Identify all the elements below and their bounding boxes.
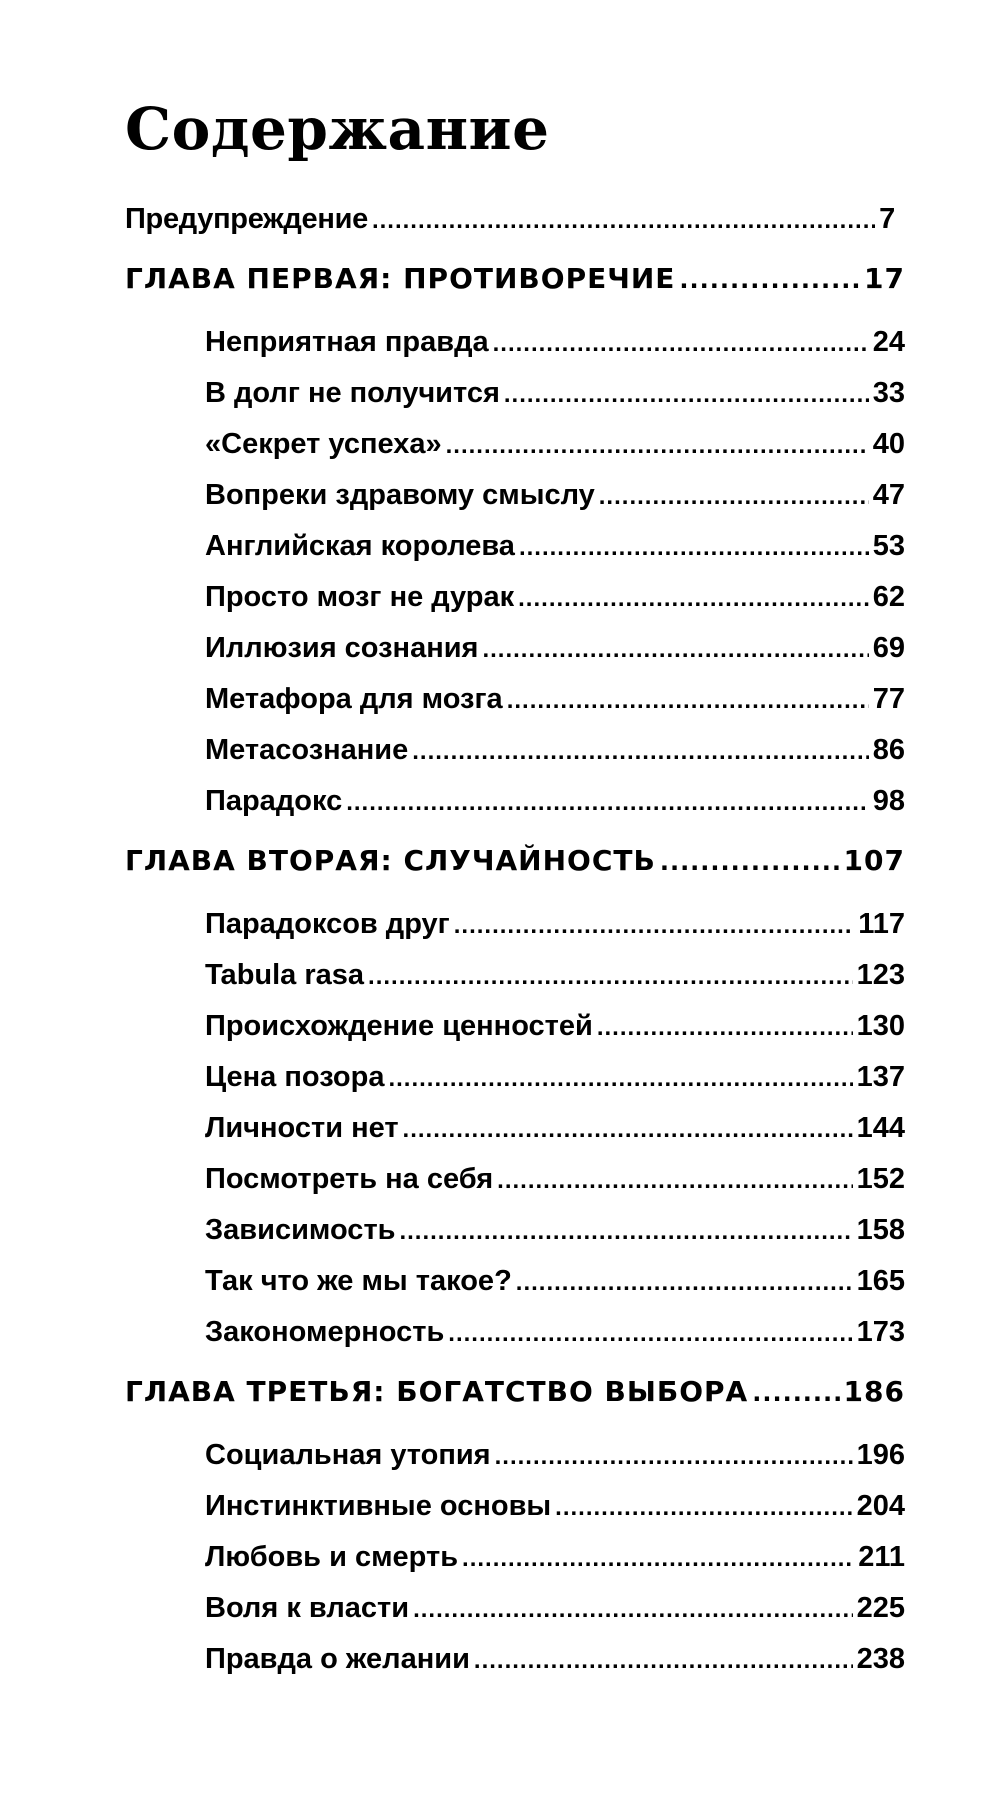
toc-entry-page: 47 <box>872 479 905 511</box>
toc-entry[interactable] <box>205 379 905 408</box>
leader-dots <box>599 485 869 509</box>
toc-entry[interactable] <box>205 961 905 990</box>
toc-entry[interactable] <box>205 1645 905 1674</box>
toc-entry-label: Закономерность <box>205 1316 445 1348</box>
leader-dots <box>372 209 875 233</box>
toc-entry-label: Метасознание <box>205 734 409 766</box>
toc-entry-label: В долг не получится <box>205 377 500 409</box>
toc-entry-page: 211 <box>858 1541 905 1573</box>
toc-entry-label: Посмотреть на себя <box>205 1163 494 1195</box>
toc-entry-page: 137 <box>856 1061 905 1093</box>
toc-entry-page: 98 <box>872 785 905 817</box>
toc-entry[interactable] <box>205 1216 905 1245</box>
toc-entry[interactable] <box>205 634 905 663</box>
leader-dots <box>388 1067 852 1091</box>
toc-entry-label: Любовь и смерть <box>205 1541 459 1573</box>
leader-dots <box>493 332 869 356</box>
toc-entry[interactable] <box>205 736 905 765</box>
toc-entry-label: Парадоксов друг <box>205 908 450 940</box>
toc-entry-label: Социальная утопия <box>205 1439 491 1471</box>
leader-dots <box>448 1322 852 1346</box>
toc-entry-label: Tabula rasa <box>205 959 365 991</box>
toc-entry-page: 123 <box>856 959 905 991</box>
toc-entry-page: 130 <box>856 1010 905 1042</box>
chapter-title: ГЛАВА ТРЕТЬЯ: БОГАТСТВО ВЫБОРА <box>125 1375 749 1408</box>
toc-entry-page: 86 <box>872 734 905 766</box>
toc-entry-page: 238 <box>856 1643 905 1675</box>
toc-entry-page: 40 <box>872 428 905 460</box>
toc-entry-page: 117 <box>858 908 905 940</box>
chapter-title: ГЛАВА ВТОРАЯ: СЛУЧАЙНОСТЬ <box>125 844 656 877</box>
toc-entry-page: 77 <box>872 683 905 715</box>
toc-entry-page: 158 <box>856 1214 905 1246</box>
toc-entry-page: 165 <box>856 1265 905 1297</box>
leader-dots <box>752 1381 839 1405</box>
toc-entry[interactable] <box>205 685 905 714</box>
toc-entry-label: Метафора для мозга <box>205 683 503 715</box>
leader-dots <box>519 536 869 560</box>
toc-entry[interactable] <box>205 1318 905 1347</box>
toc-entry-page: 144 <box>856 1112 905 1144</box>
toc-entry-label: Иллюзия сознания <box>205 632 479 664</box>
toc-entry-label: Воля к власти <box>205 1592 410 1624</box>
toc-entry[interactable] <box>205 328 905 357</box>
leader-dots <box>555 1496 852 1520</box>
toc-entry-label: Инстинктивные основы <box>205 1490 552 1522</box>
toc-entry-label: Просто мозг не дурак <box>205 581 515 613</box>
leader-dots <box>660 850 840 874</box>
toc-entry-label: Неприятная правда <box>205 326 489 358</box>
leader-dots <box>368 965 853 989</box>
leader-dots <box>403 1118 853 1142</box>
toc-entry[interactable] <box>205 1492 905 1521</box>
leader-dots <box>399 1220 852 1244</box>
leader-dots <box>446 434 869 458</box>
toc-entry[interactable] <box>205 787 905 816</box>
leader-dots <box>516 1271 853 1295</box>
toc-chapter-2[interactable] <box>125 844 905 877</box>
leader-dots <box>482 638 868 662</box>
toc-entry-page: 53 <box>872 530 905 562</box>
toc-chapter-1[interactable] <box>125 262 905 295</box>
toc-entry[interactable] <box>205 532 905 561</box>
toc-entry-page: 152 <box>856 1163 905 1195</box>
toc-entry[interactable] <box>205 1441 905 1470</box>
leader-dots <box>454 914 854 938</box>
leader-dots <box>518 587 869 611</box>
toc-entry[interactable] <box>205 430 905 459</box>
toc-entry-label: Так что же мы такое? <box>205 1265 512 1297</box>
toc-entry-page: 33 <box>872 377 905 409</box>
toc-entry[interactable] <box>205 1063 905 1092</box>
leader-dots <box>474 1649 853 1673</box>
toc-entry-page: 7 <box>879 203 895 235</box>
toc-entry[interactable] <box>205 1114 905 1143</box>
toc-entry[interactable] <box>205 1543 905 1572</box>
toc-entry-page: 69 <box>872 632 905 664</box>
toc-entry[interactable] <box>205 910 905 939</box>
toc-chapter-3[interactable] <box>125 1375 905 1408</box>
toc-entry-label: «Секрет успеха» <box>205 428 442 460</box>
chapter-title: ГЛАВА ПЕРВАЯ: ПРОТИВОРЕЧИЕ <box>125 262 676 295</box>
leader-dots <box>507 689 869 713</box>
toc-entry-label: Зависимость <box>205 1214 396 1246</box>
toc-entry-label: Вопреки здравому смыслу <box>205 479 595 511</box>
toc-entry-label: Правда о желании <box>205 1643 470 1675</box>
toc-entry[interactable] <box>205 583 905 612</box>
toc-entry-page: 62 <box>872 581 905 613</box>
toc-entry-label: Цена позора <box>205 1061 385 1093</box>
chapter-page: 186 <box>843 1375 905 1408</box>
toc-entry-label: Парадокс <box>205 785 343 817</box>
leader-dots <box>346 791 869 815</box>
toc-entry[interactable] <box>205 1267 905 1296</box>
toc-entry[interactable] <box>205 481 905 510</box>
leader-dots <box>462 1547 854 1571</box>
leader-dots <box>597 1016 853 1040</box>
toc-entry-intro[interactable] <box>125 205 895 234</box>
leader-dots <box>413 1598 853 1622</box>
toc-entry-label: Происхождение ценностей <box>205 1010 593 1042</box>
toc-entry-page: 173 <box>856 1316 905 1348</box>
toc-entry-label: Личности нет <box>205 1112 399 1144</box>
leader-dots <box>679 268 860 292</box>
toc-entry-page: 24 <box>872 326 905 358</box>
toc-entry-label: Предупреждение <box>125 203 368 235</box>
toc-entry-page: 196 <box>856 1439 905 1471</box>
toc-entry[interactable] <box>205 1594 905 1623</box>
leader-dots <box>495 1445 853 1469</box>
page-title: Содержание <box>125 95 550 163</box>
toc-entry[interactable] <box>205 1165 905 1194</box>
leader-dots <box>504 383 869 407</box>
leader-dots <box>412 740 869 764</box>
toc-entry[interactable] <box>205 1012 905 1041</box>
toc-entry-page: 204 <box>856 1490 905 1522</box>
leader-dots <box>497 1169 852 1193</box>
toc-entry-page: 225 <box>856 1592 905 1624</box>
chapter-page: 17 <box>864 262 905 295</box>
chapter-page: 107 <box>843 844 905 877</box>
toc-entry-label: Английская королева <box>205 530 515 562</box>
